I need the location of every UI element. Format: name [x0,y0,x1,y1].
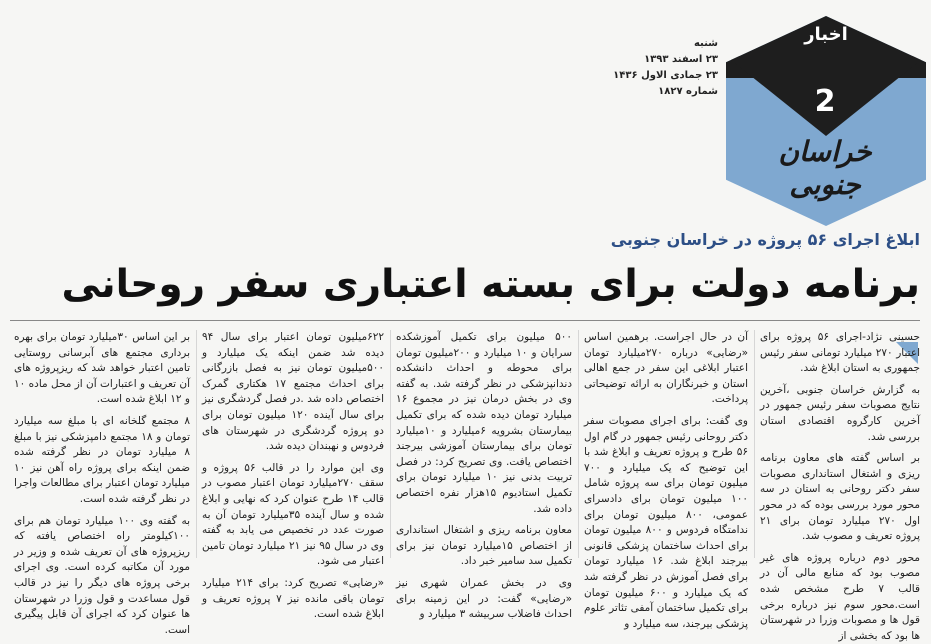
paragraph: حسینی نژاد-اجرای ۵۶ پروژه برای اعتبار ۲۷۰ میلیارد تومانی سفر رئیس جمهوری به استان ابلاغ شد. [760,331,921,375]
paragraph: وی در بخش عمران شهری نیز «رضایی» گفت: در این زمینه برای احداث فاضلاب سربیشه ۳ میلیارد و [396,576,572,621]
column-divider [578,330,579,558]
column-divider [196,330,197,558]
paragraph: ۸ مجتمع گلخانه ای با مبلغ سه میلیارد تومان و ۱۸ مجتمع دامپزشکی نیز با مبلغ ۸ میلیارد تومان در نظر گرفته شده ضمن اینکه برای پروژه راه آهن نیز ۱۰ میلیارد تومان اعتبار برای مطالعات واجرا در نظر گرفته شده است. [14,414,190,505]
paragraph: محور دوم درباره پروژه های غیر مصوب بود که منابع مالی آن در قالب ۷ طرح مشخص شده است.محور سوم نیز درباره برخی قول ها و مصوبات وزرا در شهرستان ها بود که بخشی از [760,551,920,642]
headline-rule [10,320,920,321]
article-column-3 [396,330,573,621]
paragraph: ۶۲۲میلیون تومان اعتبار برای سال ۹۴ دیده شد ضمن اینکه یک میلیارد و ۵۰۰میلیون تومان نیز به فصل بازرگانی برای احداث مجتمع ۱۷ هکتاری گمرک اختصاص داده شد .در فصل گردشگری نیز برای سال آینده ۱۲۰ میلیون تومان برای دو پروژه گردشگری در شهرستان های فردوس و نهبندان دیده شد. [202,331,384,453]
issue-number: شماره ۱۸۲۷ [658,86,718,97]
lunar-date: ۲۳ جمادی الاول ۱۴۳۶ [613,70,718,81]
paragraph: به گفته وی ۱۰۰ میلیارد تومان هم برای ۱۰۰کیلومتر راه اختصاص یافته که ریزپروژه های آن تعریف شده و وزیر در مورد آن مکاتبه کرده است. وی اجرای برخی پروژه های دیگر را نیز در قالب قول مساعدت و قول وزرا در شهرستان ها عنوان کرد که اجرای آن قابل پیگیری است. [14,514,190,636]
newspaper-logo-text: خراسان جنوبی [778,135,872,201]
paragraph: بر اساس گفته های معاون برنامه ریزی و اشتغال استانداری مصوبات سفر دکتر روحانی به استان در سه محور مورد بررسی بوده که در محور اول ۲۷۰ میلیارد تومان برای ۲۱ پروژه تعریف و مصوب شد. [760,452,920,543]
paragraph: وی این موارد را در قالب ۵۶ پروژه و سقف ۲۷۰میلیارد تومان اعتبار مصوب در قالب ۱۴ طرح عنوان کرد که نهایی و ابلاغ شده و سال آینده ۳۵میلیارد تومان آن به صورت عدد در تخصیص می یابد به گفته وی در سال ۹۵ نیز ۲۱ میلیارد تومان تامین اعتبار می شود. [202,461,385,568]
paragraph: به گزارش خراسان جنوبی ،آخرین نتایج مصوبات سفر رئیس جمهور در آخرین کارگروه اقتصادی استان بررسی شد. [760,383,920,443]
paragraph: معاون برنامه ریزی و اشتغال استانداری از اختصاص ۱۵میلیارد تومان نیز برای تکمیل سد سامیر خبر داد. [396,524,573,568]
column-divider [754,330,755,558]
article-headline: برنامه دولت برای بسته اعتباری سفر روحانی [61,262,920,307]
paragraph: «رضایی» تصریح کرد: برای ۲۱۴ میلیارد تومان باقی مانده نیز ۷ پروژه تعریف و ابلاغ شده است. [202,576,384,621]
solar-date: ۲۳ اسفند ۱۳۹۳ [644,54,718,65]
paragraph: بر این اساس ۳۰میلیارد تومان برای بهره برداری مجتمع های آبرسانی روستایی تامین اعتبار خواهد شد که ریزپروژه های آن تعریف و اعتبارات آن از محل ماده ۱۰ و ۱۲ ابلاغ شده است. [14,331,191,406]
paragraph: آن در حال اجراست. برهمین اساس «رضایی» درباره ۲۷۰میلیارد تومان اعتبار ابلاغی این سفر در جمع اهالی استان و خبرنگاران به ارائه توضیحاتی پرداخت. [584,331,748,406]
section-label: اخبار [804,24,848,45]
paragraph: ۵۰۰ میلیون برای تکمیل آموزشکده سرایان و ۱۰ میلیارد و ۲۰۰میلیون تومان برای محوطه و احداث دانشکده دندانپزشکی در نظر گرفته شد. به گفته وی در بخش درمان نیز در مجموع ۱۶ میلیارد تومان دیده شده که برای تکمیل بیمارستان بشرویه ۶میلیارد و ۱۰میلیارد تومان برای بیمارستان آموزشی بیرجند اختصاص یافت. وی تصریح کرد: در فصل تربیت بدنی نیز ۱۰ میلیارد تومان برای تکمیل استادیوم ۱۵هزار نفره اختصاص داده شد. [396,331,572,515]
paragraph: وی گفت: برای اجرای مصوبات سفر دکتر روحانی رئیس جمهور در گام اول ۵۶ طرح و پروژه تعریف و ابلاغ شد با این توضیح که یک میلیارد و ۷۰۰ میلیون تومان برای سه پروژه شامل ۱۰۰ میلیون تومان برای دادسرای عمومی، ۸۰۰ میلیون تومان برای ندامتگاه فردوس و ۸۰۰ میلیون تومان برای احداث ساختمان پزشکی قانونی بیرجند ابلاغ شد. ۱۶ میلیارد تومان برای فصل آموزش در نظر گرفته شد که یک میلیارد و ۶۰۰ میلیون تومان برای تکمیل ساختمان آمفی تئاتر علوم پزشکی بیرجند، سه میلیارد و [584,414,748,630]
article-column-5 [14,330,191,636]
page-number: 2 [814,84,836,119]
column-divider [390,330,391,558]
article-kicker: ابلاغ اجرای ۵۶ پروژه در خراسان جنوبی [610,230,920,249]
article-column-2 [584,330,748,630]
date-info [600,36,718,100]
article-column-1 [760,330,921,642]
article-column-4 [202,330,385,621]
weekday: شنبه [693,38,718,49]
